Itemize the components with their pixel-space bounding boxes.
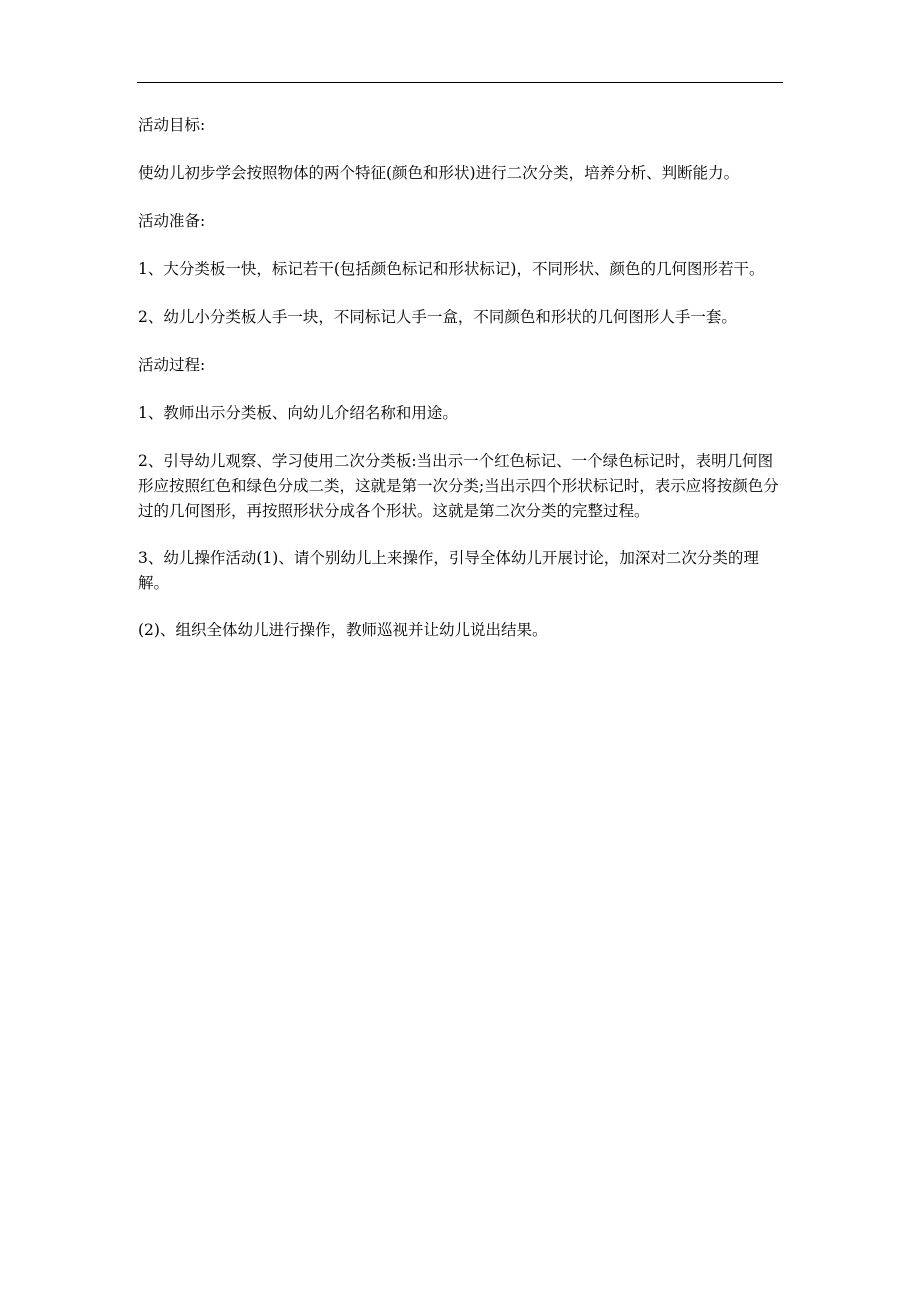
document-body <box>138 113 788 643</box>
paragraph-preparation-2: 2、幼儿小分类板人手一块，不同标记人手一盒，不同颜色和形状的几何图形人手一套。 <box>138 308 737 326</box>
paragraph-process-1: 1、教师出示分类板、向幼儿介绍名称和用途。 <box>138 404 458 422</box>
paragraph-preparation-1: 1、大分类板一快，标记若干(包括颜色标记和形状标记)，不同形状、颜色的几何图形若干。 <box>138 260 765 278</box>
paragraph-goals: 使幼儿初步学会按照物体的两个特征(颜色和形状)进行二次分类，培养分析、判断能力。 <box>138 164 740 182</box>
paragraph-process-3: 3、幼儿操作活动(1)、请个别幼儿上来操作，引导全体幼儿开展讨论，加深对二次分类的理解。 <box>138 549 759 592</box>
heading-activity-process: 活动过程: <box>138 356 206 374</box>
heading-activity-preparation: 活动准备: <box>138 212 206 230</box>
header-rule <box>137 82 783 83</box>
paragraph-process-3-2: (2)、组织全体幼儿进行操作，教师巡视并让幼儿说出结果。 <box>138 621 548 639</box>
paragraph-process-2: 2、引导幼儿观察、学习使用二次分类板:当出示一个红色标记、一个绿色标记时，表明几何图形应按照红色和绿色分成二类，这就是第一次分类;当出示四个形状标记时，表示应将按颜色分过的几何图形，再按照形状分成各个形状。这就是第二次分类的完整过程。 <box>138 452 779 520</box>
heading-activity-goals: 活动目标: <box>138 116 206 134</box>
